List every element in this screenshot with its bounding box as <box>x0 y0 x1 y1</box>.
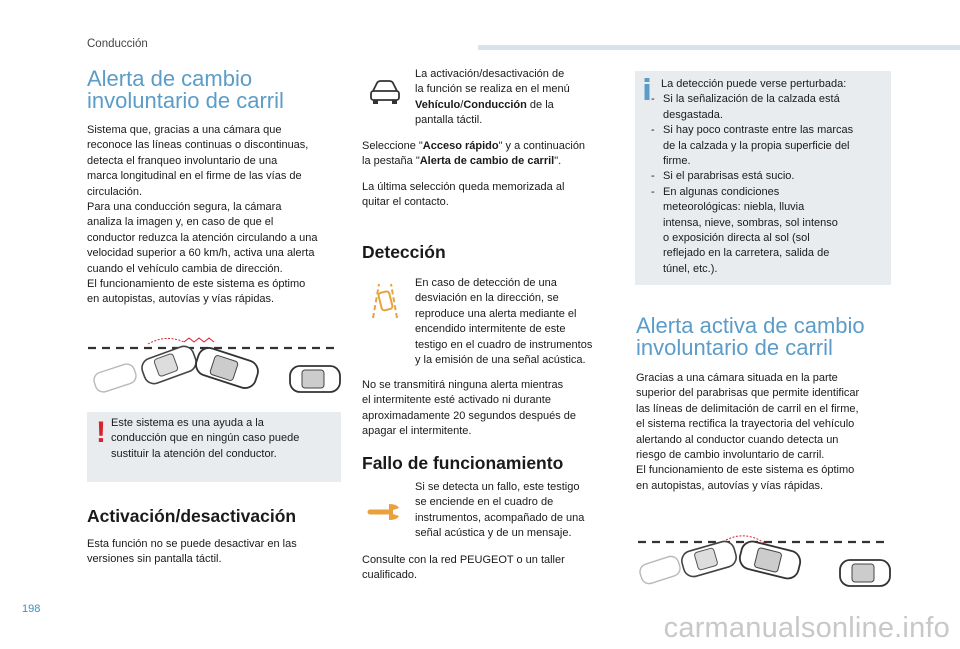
info-note <box>635 71 891 285</box>
consult-text: Consulte con la red PEUGEOT o un taller cualificado. <box>362 554 565 582</box>
detection-row: En caso de detección de una desviación en la dirección, se reproduce una alerta mediante el encendido intermitente de este testigo en el cuadro de instrumentos y la emisión de una señal acústica. <box>367 276 617 372</box>
car-left-icon <box>92 362 138 394</box>
fault-row: Si se detecta un fallo, este testigo se enciende en el cuadro de instrumentos, acompañado de una señal acústica y de un mensaje. <box>367 480 617 544</box>
list-item: - Si hay poco contraste entre las marcas de la calzada y la propia superficie del firme. <box>645 123 887 169</box>
no-alert-section <box>362 378 614 473</box>
page-title-line2: involuntario de carril <box>87 88 284 113</box>
right-column <box>636 315 898 494</box>
car-right-icon <box>290 366 340 392</box>
car-correcting-icon <box>679 539 738 579</box>
left-column <box>87 68 345 308</box>
no-alert-text: No se transmitirá ninguna alerta mientras el intermitente esté activado ni durante aproximadamente 20 segundos después de apagar el intermitente. <box>362 379 577 438</box>
warning-note: ! Este sistema es una ayuda a la conducción que en ningún caso puede sustituir la atención del conductor. <box>87 412 341 482</box>
page-title-line1: Alerta de cambio <box>87 66 253 91</box>
activation-title: Activación/desactivación <box>87 506 297 526</box>
detection-title: Detección <box>362 241 446 262</box>
lane-departure-illustration <box>86 330 342 398</box>
section-label: Conducción <box>87 38 148 50</box>
activation-text: Esta función no se puede desactivar en las versiones sin pantalla táctil. <box>87 538 297 566</box>
active-text: Gracias a una cámara situada en la parte superior del parabrisas que permite identificar las líneas de delimitación de carril en el firme, el sistema rectifica la trayectoria del vehículo alertando al conductor cuando detecta un riesgo de cambio involuntario de carril. El funcionamiento de este sistema es óptimo en autopistas, autovías y vías rápidas. <box>636 372 860 492</box>
lane-keeping-illustration <box>636 532 892 592</box>
car-middle-icon <box>139 344 199 387</box>
car-drifting-icon <box>193 345 261 391</box>
memo-text: La última selección queda memorizada al quitar el contacto. <box>362 180 565 209</box>
wrench-icon <box>367 494 403 524</box>
car-ahead-icon <box>840 560 890 586</box>
lane-warning-lamp-icon <box>367 278 403 322</box>
car-corrected-icon <box>738 539 803 581</box>
consult-section <box>362 553 614 584</box>
list-item: - Si la señalización de la calzada está desgastada. <box>645 92 887 123</box>
active-title-line1: Alerta activa de cambio <box>636 313 865 338</box>
fault-title: Fallo de funcionamiento <box>362 452 564 473</box>
select-instructions: Seleccione "Acceso rápido" y a continuación la pestaña "Alerta de cambio de carril". <box>362 140 586 168</box>
page-title <box>87 68 345 112</box>
activation-section <box>87 506 345 568</box>
car-menu-icon <box>367 77 403 107</box>
intro-paragraph: Sistema que, gracias a una cámara que reconoce las líneas continuas o discontinuas, detecta el franqueo involuntario de una marca longitudinal en el firme de las vías de circulación. Para una conducción segura, la cámara analiza la imagen y, en caso de que el conductor reduzca la atención circulando a una velocidad superior a 60 km/h, activa una alerta cuando el vehículo cambia de dirección. El funcionamiento de este sistema es óptimo en autopistas, autovías y vías rápidas. <box>87 124 318 306</box>
list-item: - En algunas condiciones meteorológicas: niebla, lluvia intensa, nieve, sombras, sol intenso o exposición directa al sol (sol reflejado en la carretera, salida de túnel, etc.). <box>645 185 887 277</box>
middle-column <box>362 139 614 262</box>
header-bar <box>478 45 960 50</box>
active-title <box>636 315 898 359</box>
info-intro: La detección puede verse perturbada: <box>661 78 847 90</box>
page-number: 198 <box>22 603 41 615</box>
warning-icon: ! <box>96 416 106 449</box>
car-approach-icon <box>638 554 682 585</box>
info-list <box>645 92 887 277</box>
active-title-line2: involuntario de carril <box>636 335 833 360</box>
watermark: carmanualsonline.info <box>663 612 950 644</box>
list-item: - Si el parabrisas está sucio. <box>645 169 887 184</box>
menu-row: La activación/desactivación de la función se realiza en el menú Vehículo/Conducción de la pantalla táctil. <box>367 67 617 131</box>
